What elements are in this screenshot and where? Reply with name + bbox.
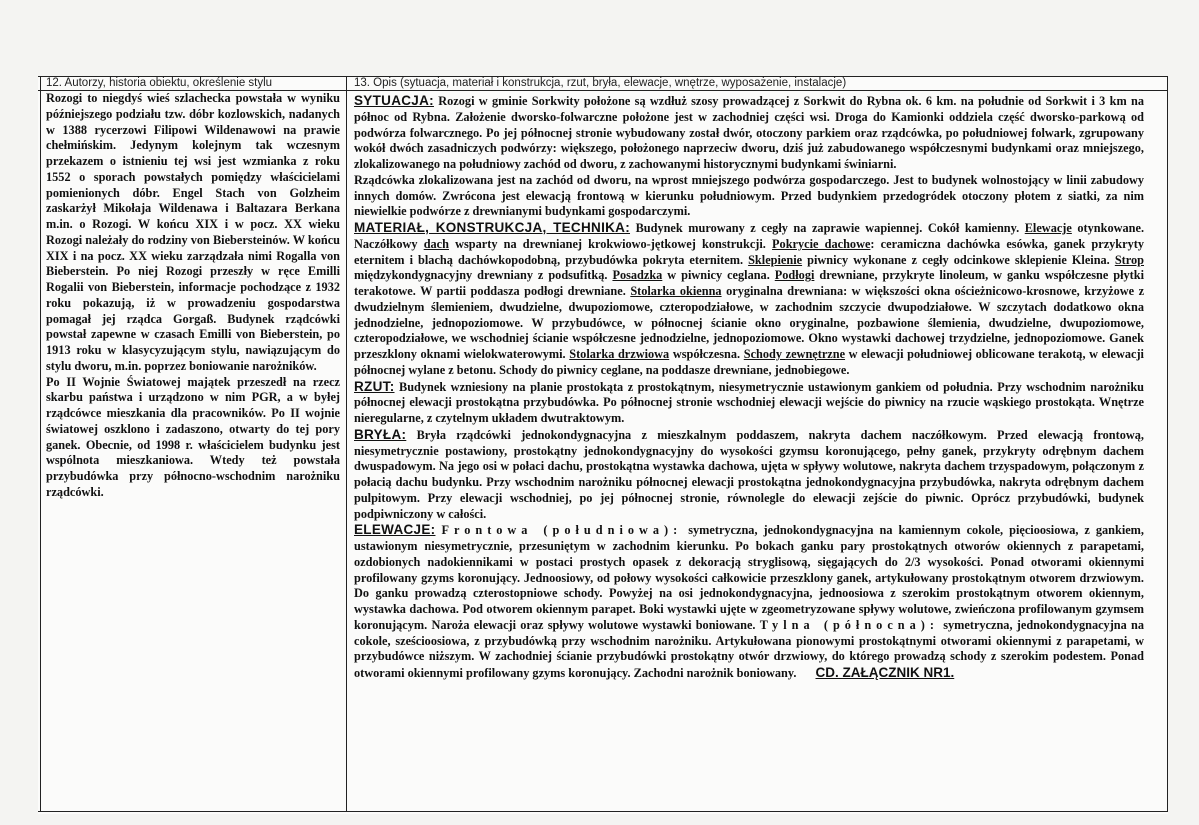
left-border xyxy=(40,76,41,812)
rzut-section xyxy=(354,379,1144,427)
pokrycie-term: Pokrycie dachowe xyxy=(772,236,871,251)
right-border xyxy=(1167,76,1168,812)
material-heading: MATERIAŁ, KONSTRUKCJA, TECHNIKA: xyxy=(354,220,631,235)
sytuacja-paragraph-2: Rządcówka zlokalizowana jest na zachód od dworu, na wprost mniejszego podwórza gospodarczego. Jest to budynek wolnostojący w linii zabudowy innych domów. Zwrócona jest elewacją frontową w kierunku południowym. Przed budynkiem przedogródek otoczony płotem z siatki, za nim niewielkie podwórze z drewnianymi budynkami gospodarczymi. xyxy=(354,172,1144,219)
material-text: współczesna. xyxy=(672,347,741,361)
material-text: drewniane, przykryte linoleum, w ganku współczesne płytki terakotowe. W partii poddasza podłogi drewniane. xyxy=(354,268,1145,298)
material-text: Budynek murowany z cegły na zaprawie wapiennej. Cokół kamienny. xyxy=(635,221,1020,235)
material-text: w elewacji południowej oblicowane terakotą, w elewacji północnej wylane z betonu. Schody do piwnicy ceglane, na poddasze drewniane, jednobiegowe. xyxy=(354,347,1144,377)
material-text: wsparty na drewnianej krokwiowo-jętkowej konstrukcji. xyxy=(455,236,766,251)
material-text: piwnicy wykonane z cegły odcinkowe sklepienie Kleina. xyxy=(807,252,1110,267)
schody-term: Schody zewnętrzne xyxy=(743,347,846,361)
podlogi-term: Podłogi xyxy=(774,268,815,283)
elewacje-tylna-label: Tylna (północna): xyxy=(759,617,939,632)
column-divider xyxy=(346,76,347,812)
material-text: oryginalna drewniana: w większości okna ościeżnicowo-krosnowe, krzyżowe z dwudzielnym ślemieniem, dwudzielne, dwupoziomowe, czteropodziałowe, w zachodnim szczycie dwupodziałowe. W szczytach dodatkowo okna jednodzielne, jednopoziomowe. W przybudówce, w północnej ścianie okno oryginalne, pozbawione ślemienia, dwudzielne, dwupoziomowe, czteropodziałowe, we wschodniej ścianie współczesne jednodzielne, jednopoziomowe. Okno wystawki dachowej trzydzielne, jednopoziomowe. Ganek przeszklony oknami wielokwaterowymi. xyxy=(354,284,1145,361)
strop-term: Strop xyxy=(1114,252,1144,267)
history-column xyxy=(46,91,340,501)
stolarka-okienna-term: Stolarka okienna xyxy=(630,284,722,298)
elewacje-term: Elewacje xyxy=(1024,221,1072,235)
material-text: międzykondygnacyjny drewniany z podsufitką. xyxy=(354,268,608,283)
elewacje-tylna-text: symetryczna, jednokondygnacyjna na cokole, sześcioosiowa, z przybudówką przy wschodnim narożniku. Artykułowana pionowymi prostokątnymi otworami okiennymi z parapetami, w przybudówce niższym. W zachodniej ścianie przybudówki prostokątny otwór drzwiowy, do którego prowadzą schody z szerokim podestem. Ponad otworami okiennymi profilowany gzyms koronujący. Zachodni narożnik boniowany. xyxy=(354,617,1145,680)
bryla-section xyxy=(354,427,1144,523)
elewacje-frontowa-text: symetryczna, jednokondygnacyjna na kamiennym cokole, pięcioosiowa, z gankiem, ustawionym niesymetrycznie, przesuniętym w zachodnim kierunku. Po bokach ganku pary prostokątnych otworów okiennych z parapetami, ozdobionych nadokiennikami w postaci prostych opasek z dekoracją stryglisową, sięgających do 2/3 wysokości. Ponad otworami okiennymi profilowany gzyms koronujący. Jednoosiowy, od połowy wysokości całkowicie przeszklony ganek, artykułowany prostokątnym otworem drzwiowym. Do ganku prowadzą czterostopniowe schody. Powyżej na osi jednokondygnacyjna, jednoosiowa z szerokim prostokątnym otworem okiennym, wystawka dachowa. Pod otworem okiennym parapet. Boki wystawki ujęte w zgeometryzowane spływy wolutowe, zwieńczona profilowanym gzymsem koronującym. Naroża elewacji oraz spływy wolutowe wystawki boniowane. xyxy=(354,523,1145,632)
rzut-text: Budynek wzniesiony na planie prostokąta z prostokątnym, niesymetrycznie ustawionym gankiem od południa. Przy wschodnim narożniku północnej elewacji prostokątna przybudówka. Po północnej stronie wschodniej elewacji wejście do piwnicy na rzucie wąskiego prostokąta. Wnętrze nieregularne, z czytelnym układem dwutraktowym. xyxy=(354,379,1144,425)
sytuacja-heading: SYTUACJA: xyxy=(354,93,434,108)
column-header-history: 12. Autorzy, historia obiektu, określenie stylu xyxy=(46,77,273,89)
bryla-heading: BRYŁA: xyxy=(354,426,407,442)
column-header-description: 13. Opis (sytuacja, materiał i konstrukcja, rzut, bryła, elewacje, wnętrze, wyposażenie, instalacje) xyxy=(354,77,847,89)
continued-reference: CD. ZAŁĄCZNIK NR1. xyxy=(815,665,955,680)
stolarka-drzwiowa-term: Stolarka drzwiowa xyxy=(569,347,670,361)
bryla-text: Bryła rządcówki jednokondygnacyjna z mieszkalnym poddaszem, nakryta dachem naczółkowym. Przed elewacją frontową, niesymetrycznie postawiony, prostokątny jednokondygnacyjny do wysokości gzymsu koronującego, pełny ganek, przykryty odrębnym dachem dwuspadowym. Na jego osi w połaci dachu, prostokątna wystawka dachowa, ujęta w spływy wolutowe, nakryta dachem trzyspadowym, połączonym z połacią dachu budynku. Przy wschodnim narożniku północnej elewacji prostokątna jednokondygnacyjna przybudówka, nakryta odrębnym dachem pulpitowym. Przy elewacji wschodniej, po jej północnej stronie, równolegle do elewacji zejście do piwnic. Oprócz przybudówki, budynek podpiwniczony w całości. xyxy=(354,427,1144,521)
sytuacja-text: Rozogi w gminie Sorkwity położone są wzdłuż szosy prowadzącej z Sorkwit do Rybna ok. 6 km. na południe od Sorkwit i 3 km na północ od Rybna. Założenie dworsko-folwarczne położone jest w zachodniej części wsi. Droga do Kamionki oddziela część dworsko-parkową od podwórza folwarcznego. Po jej północnej stronie wybudowany został dwór, otoczony parkiem oraz rządcówka, po południowej folwark, zgrupowany wokół dwóch zasadniczych podwórzy: większego, położonego naprzeciw dworu, dziś już zabudowanego współczesnymi budynkami oraz mniejszego, zlokalizowanego na południowy zachód od dworu, z zachowanymi historycznymi budynkami świniarni. xyxy=(354,94,1144,171)
rzut-heading: RZUT: xyxy=(354,378,395,394)
material-text: : ceramiczna dachówka esówka, ganek przykryty eternitem i blachą dachówkopodobną, przybudówka pokryta eternitem. xyxy=(354,236,1144,267)
description-column xyxy=(354,93,1144,682)
elewacje-section xyxy=(354,522,1144,682)
dach-term: dach xyxy=(423,236,449,251)
material-text: w piwnicy ceglana. xyxy=(667,268,770,283)
sytuacja-section xyxy=(354,93,1144,173)
posadzka-term: Posadzka xyxy=(612,268,663,283)
history-paragraph-1: Rozogi to niegdyś wieś szlachecka powstała w wyniku późniejszego podziału tzw. dóbr kozlowskich, nadanych w 1388 rycerzowi Filipowi Wildenawowi na prawie chełmińskim. Jedynym kolejnym tak wczesnym przekazem o istnieniu tej wsi jest wzmianka z roku 1552 o sporach powstałych pomiędzy właścicielami pomienionych dóbr. Engel Stach von Golzheim zaskarżył Mikołaja Wildenawa i Baltazara Berkana m.in. o Rozogi. W końcu XIX i w pocz. XX wieku Rozogi należały do rodziny von Biebersteinów. W końcu XIX i na pocz. XX wieku zarządzała nimi Rogalla von Bieberstein. Po niej Rozogi przeszły w ręce Emilli Rogalii von Bieberstein, informacje pochodzące z 1932 roku pokazują, iż w prowadzeniu gospodarstwa pomagał jej rządca Gorgaß. Budynek rządcówki powstał zapewne w czasach Emilli von Bieberstein, po 1913 roku w klasycyzującym stylu, nawiązującym do stylu dworu, m.in. poprzez boniowanie narożników. xyxy=(46,91,340,373)
material-section xyxy=(354,220,1144,379)
bottom-rule xyxy=(38,811,1168,812)
elewacje-frontowa-label: Frontowa (południowa): xyxy=(441,523,683,538)
material-text: otynkowane. Naczółkowy xyxy=(354,221,1145,251)
elewacje-heading: ELEWACJE: xyxy=(354,522,436,538)
history-paragraph-2: Po II Wojnie Światowej majątek przeszedł na rzecz skarbu państwa i urządzono w nim PGR, a w byłej rządcówce mieszkania dla pracowników. Po II wojnie światowej oszklono i zadaszono, otwarty do tej pory ganek. Obecnie, od 1998 r. właścicielem budynku jest wspólnota mieszkaniowa. Wtedy też powstała przybudówka przy północno-wschodnim narożniku rządcówki. xyxy=(46,374,340,499)
sklepienie-term: Sklepienie xyxy=(748,252,803,267)
